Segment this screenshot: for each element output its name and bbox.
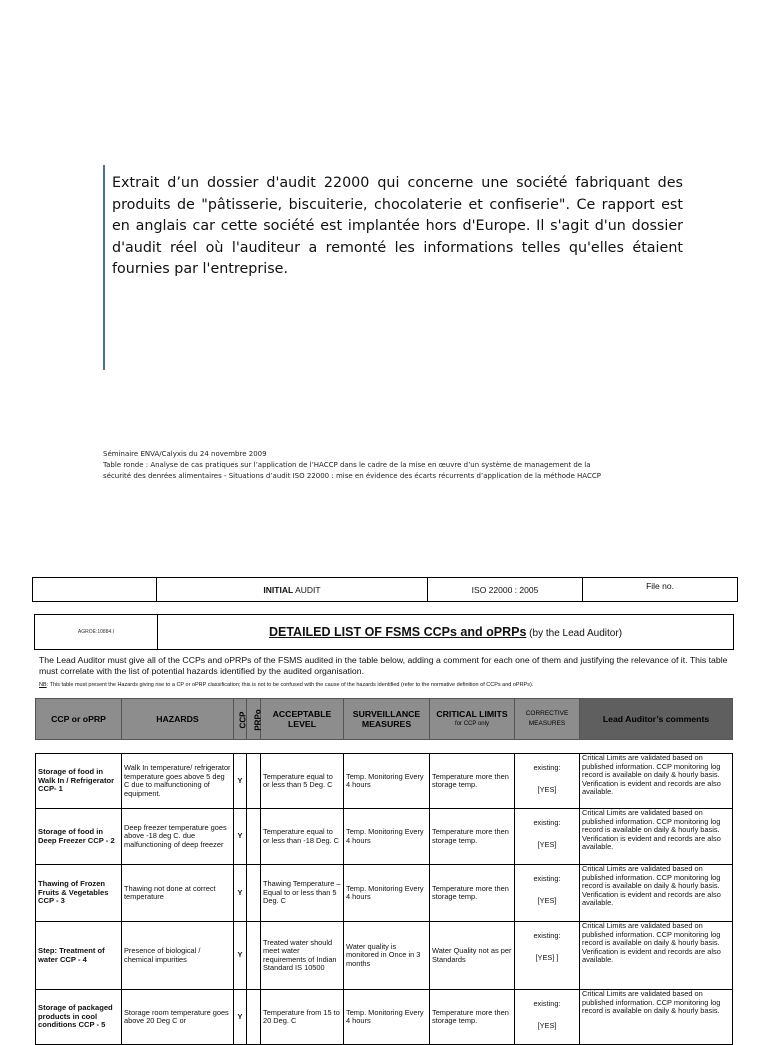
header-corrective: CORRECTIVE MEASURES [515,699,580,740]
row-ccp-flag: Y [234,809,247,865]
header-hazards: HAZARDS [122,699,234,740]
row-corrective: existing: [YES] [515,865,580,922]
file-no-cell: File no. [583,578,738,602]
title-box [34,614,734,650]
row-critical: Temperature more then storage temp. [430,990,515,1045]
row-prpo-flag [247,922,261,990]
standard-cell: ISO 22000 : 2005 [428,578,583,602]
row-ccp: Storage of food in Deep Freezer CCP - 2 [36,809,122,865]
row-ccp: Storage of food in Walk In / Refrigerator CCP- 1 [36,754,122,809]
row-critical: Water Quality not as per Standards [430,922,515,990]
header-surveillance: SURVEILLANCE MEASURES [344,699,430,740]
row-acceptable: Thawing Temperature – Equal to or less than 5 Deg. C [261,865,344,922]
row-surveillance: Temp. Monitoring Every 4 hours [344,865,430,922]
row-ccp: Storage of packaged products in cool conditions CCP - 5 [36,990,122,1045]
table-row [36,754,733,809]
row-corrective: existing: [YES] [515,990,580,1045]
row-prpo-flag [247,990,261,1045]
intro-paragraph: Extrait d’un dossier d'audit 22000 qui concerne une société fabriquant des produits de "pâtisserie, biscuiterie, chocolaterie et confiserie". Ce rapport est en anglais car cette société est implantée hors d'Europe. Il s'agit d'un dossier d'audit réel où l'auditeur a remonté les informations telles qu'elles étaient fournies par l'entreprise. [112,175,683,277]
row-comment: Critical Limits are validated based on published information. CCP monitoring log record is available on daily & hourly basis. Verification is evident and records are also available. [580,865,733,922]
nb-text: : This table must present the Hazards giving rise to a CP or oPRP classification; this is not to be confused with the cause of the hazards identified (refer to the normative definition of CCPs and oPRPs). [46,682,534,688]
row-acceptable: Temperature equal to or less than -18 Deg. C [261,809,344,865]
table-row [36,865,733,922]
audit-header-blank [33,578,157,602]
audit-type-rest: AUDIT [293,584,321,595]
nb-label: NB [39,682,47,688]
row-hazard: Walk In temperature/ refrigerator temperature goes above 5 deg C due to malfunctioning of equipment. [122,754,234,809]
ccp-table [35,753,733,1045]
row-ccp-flag: Y [234,865,247,922]
audit-type-bold: INITIAL [263,584,294,595]
row-prpo-flag [247,865,261,922]
row-ccp: Thawing of Frozen Fruits & Vegetables CCP - 3 [36,865,122,922]
header-ccp: CCP or oPRP [36,699,122,740]
row-hazard: Presence of biological / chemical impurities [122,922,234,990]
audit-type-cell [157,578,428,602]
row-hazard: Deep freezer temperature goes above -18 deg C. due malfunctioning of deep freezer [122,809,234,865]
row-comment: Critical Limits are validated based on published information. CCP monitoring log record is available on daily & hourly basis. [580,990,733,1045]
row-surveillance: Temp. Monitoring Every 4 hours [344,990,430,1045]
seminar-line-1: Séminaire ENVA/Calyxis du 24 novembre 2009 [103,450,267,458]
row-ccp-flag: Y [234,922,247,990]
row-surveillance: Temp. Monitoring Every 4 hours [344,754,430,809]
row-hazard: Thawing not done at correct temperature [122,865,234,922]
table-header [35,698,733,740]
row-corrective: existing: [YES] ] [515,922,580,990]
row-acceptable: Temperature equal to or less than 5 Deg. C [261,754,344,809]
table-row [36,990,733,1045]
page-subtitle: (by the Lead Auditor) [526,628,623,639]
row-comment: Critical Limits are validated based on published information. CCP monitoring log record is available on daily & hourly basis. Verification is evident and records are also available. [580,922,733,990]
header-acceptable-level: ACCEPTABLE LEVEL [261,699,344,740]
reference-code: AGROE:10884.I [35,615,158,650]
title-cell [158,615,734,650]
header-prpo-flag: PRPo [247,699,261,740]
row-corrective: existing: [YES] [515,809,580,865]
row-hazard: Storage room temperature goes above 20 Deg C or [122,990,234,1045]
seminar-line-3: sécurité des denrées alimentaires - Situations d’audit ISO 22000 : mise en évidence des écarts récurrents d’application de la méthode HACCP [103,472,601,480]
row-comment: Critical Limits are validated based on published information. CCP monitoring log record is available on daily & hourly basis. Verification is evident and records are also available. [580,754,733,809]
nb-note [39,682,739,688]
row-critical: Temperature more then storage temp. [430,809,515,865]
table-row [36,922,733,990]
page-title: DETAILED LIST OF FSMS CCPs and oPRPs [268,625,527,639]
header-critical-sub: for CCP only [455,721,489,727]
row-critical: Temperature more then storage temp. [430,754,515,809]
header-critical-limits [430,699,515,740]
seminar-line-2: Table ronde : Analyse de cas pratiques sur l’application de l’HACCP dans le cadre de la mise en œuvre d’un système de management de la [103,461,591,469]
row-ccp-flag: Y [234,754,247,809]
table-row [36,809,733,865]
instruction-text: The Lead Auditor must give all of the CCPs and oPRPs of the FSMS audited in the table below, adding a comment for each one of them and justifying the relevance of it. This table must correlate with the list of potential hazards identified by the audited organisation. [39,655,728,676]
seminar-footer [103,449,723,482]
row-ccp-flag: Y [234,990,247,1045]
row-comment: Critical Limits are validated based on published information. CCP monitoring log record is available on daily & hourly basis. Verification is evident and records are also available. [580,809,733,865]
row-prpo-flag [247,754,261,809]
audit-header-table [32,577,738,602]
header-critical-title: CRITICAL LIMITS [436,709,508,719]
row-acceptable: Temperature from 15 to 20 Deg. C [261,990,344,1045]
row-critical: Temperature more then storage temp. [430,865,515,922]
row-surveillance: Water quality is monitored in Once in 3 months [344,922,430,990]
row-surveillance: Temp. Monitoring Every 4 hours [344,809,430,865]
row-corrective: existing: [YES] [515,754,580,809]
header-comments: Lead Auditor’s comments [580,699,733,740]
header-ccp-flag: CCP [234,699,247,740]
row-acceptable: Treated water should meet water requirements of Indian Standard IS 10500 [261,922,344,990]
row-prpo-flag [247,809,261,865]
intro-text-box [103,165,683,370]
row-ccp: Step: Treatment of water CCP - 4 [36,922,122,990]
